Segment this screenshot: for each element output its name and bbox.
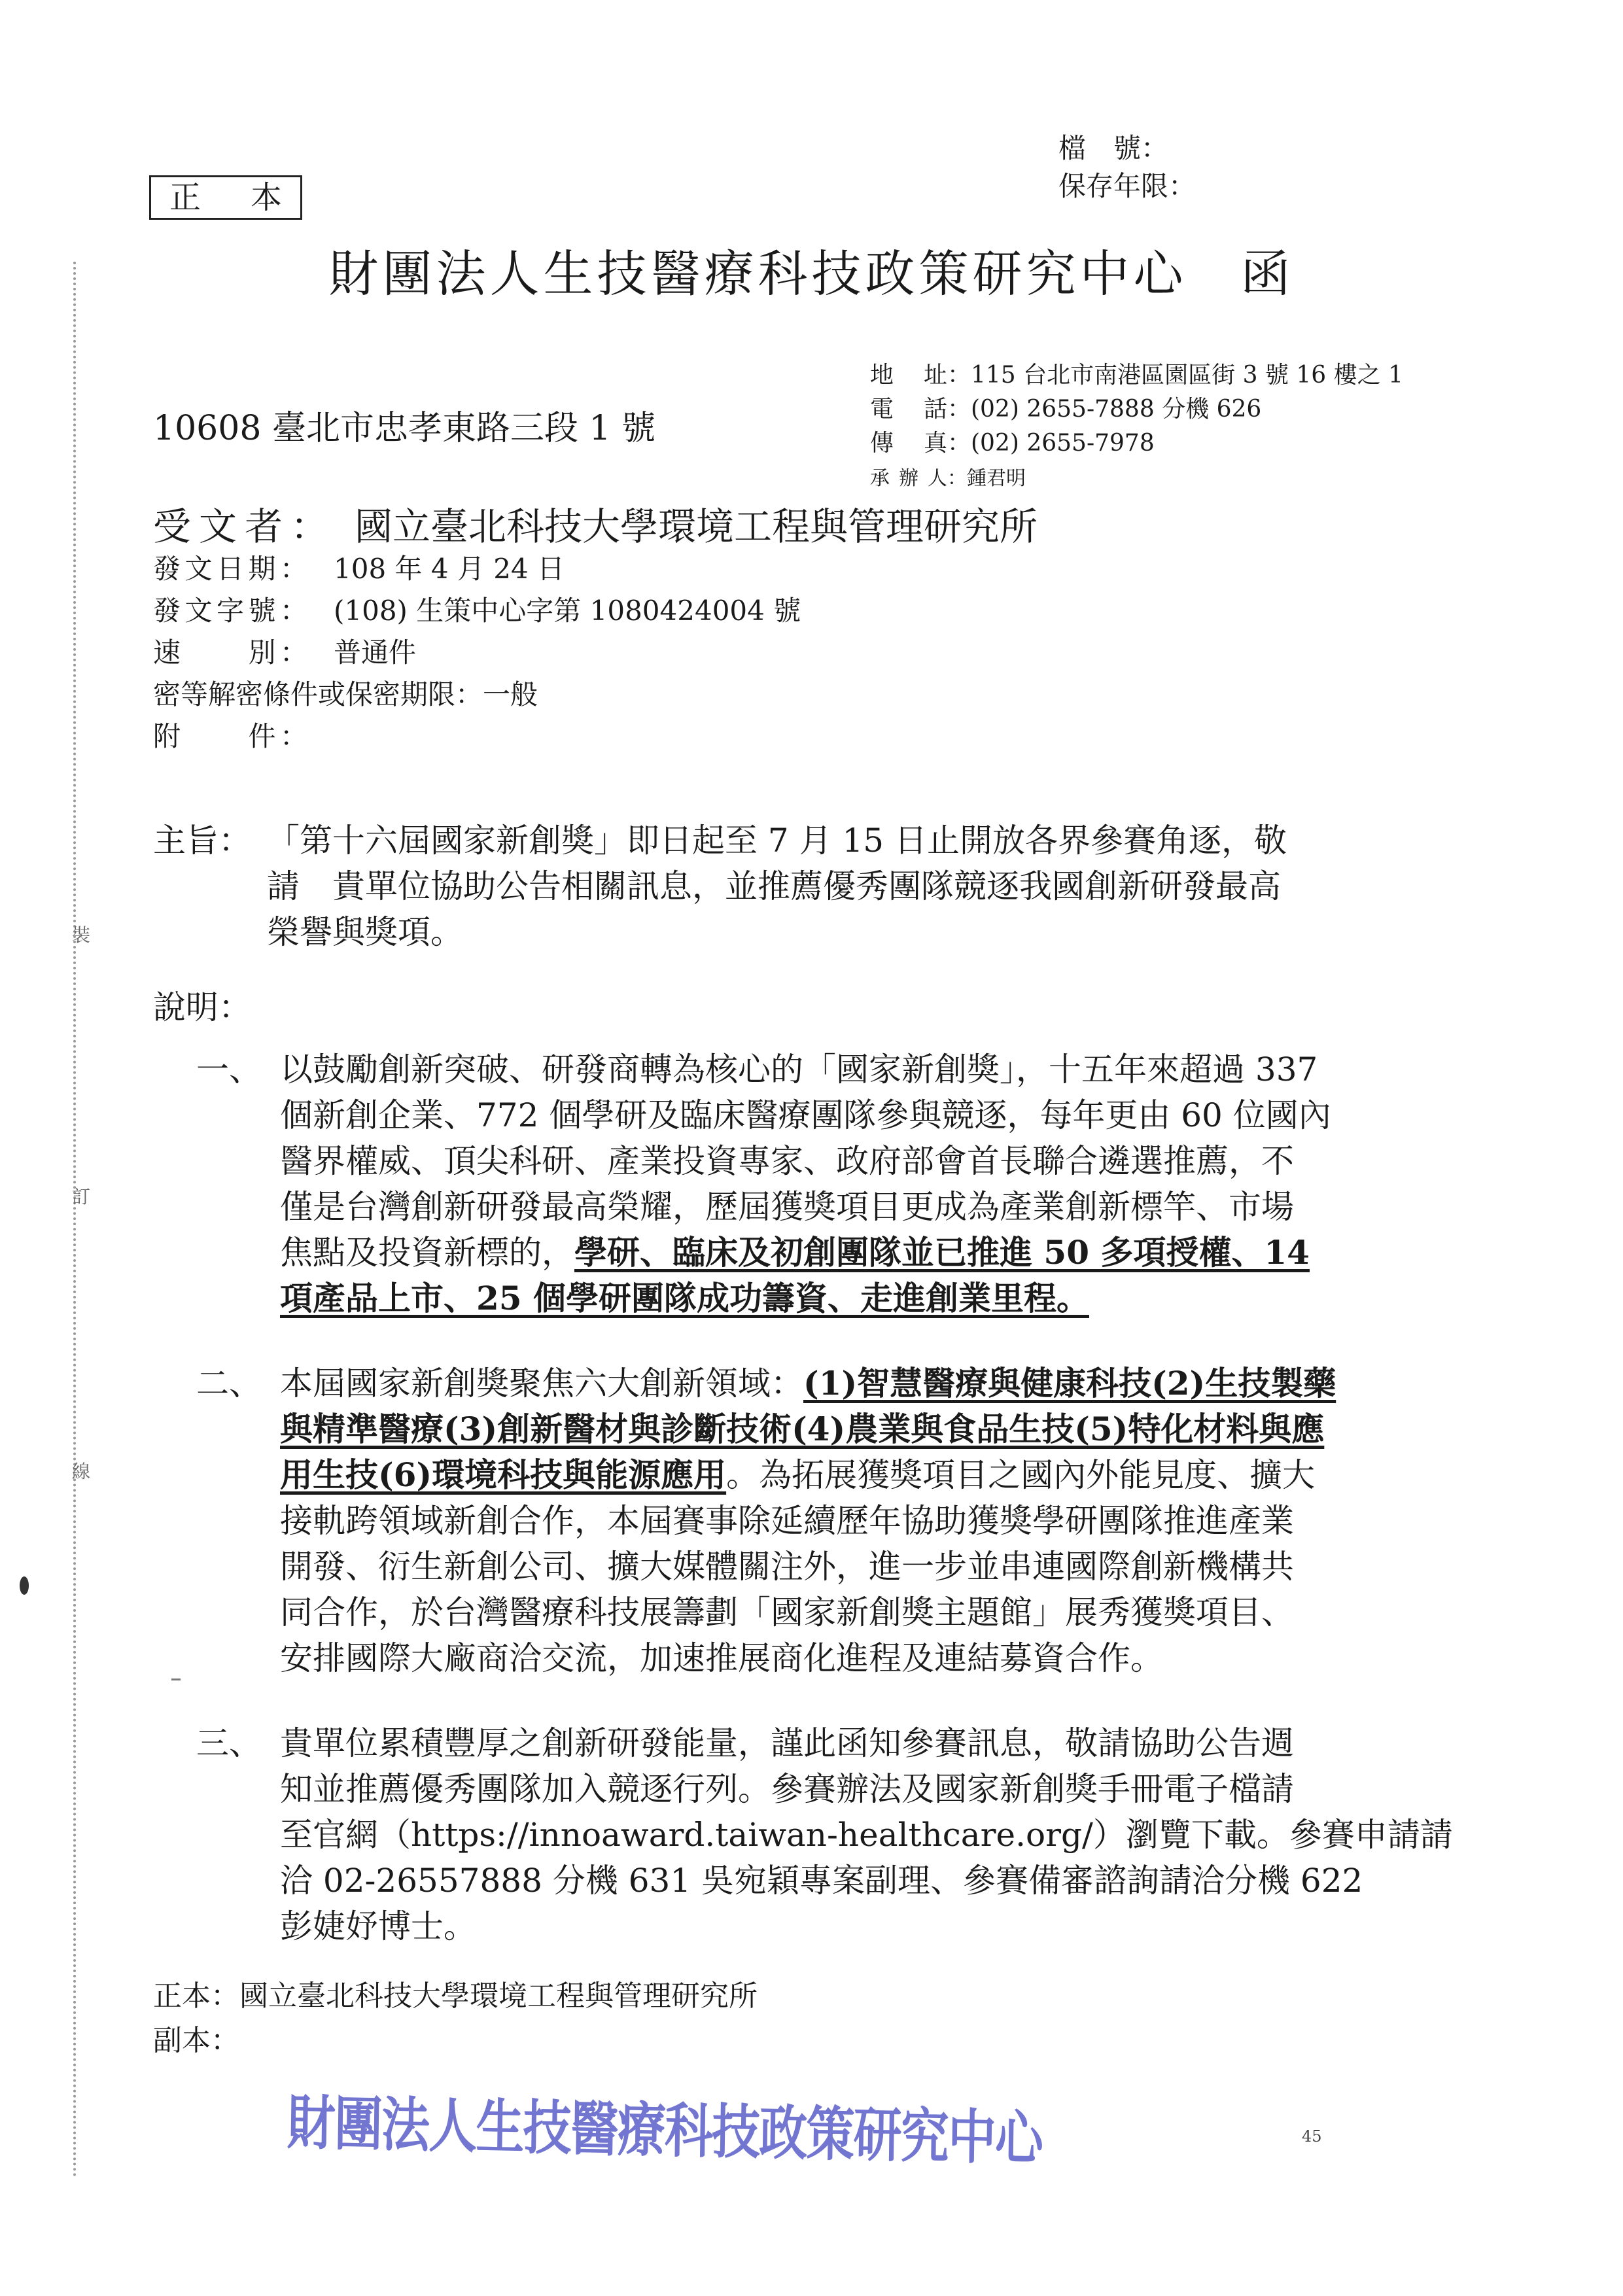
record-meta bbox=[1058, 130, 1196, 205]
subject-line: 榮譽與獎項。 bbox=[267, 913, 463, 951]
sender-handler-row: 承辦人：鍾君明 bbox=[870, 467, 1026, 490]
emphasis-text: 與精準醫療(3)創新醫材與診斷技術(4)農業與食品生技(5)特化材料與應 bbox=[280, 1410, 1325, 1448]
item-number: 一、 bbox=[196, 1051, 262, 1088]
item-line: 貴單位累積豐厚之創新研發能量，謹此函知參賽訊息，敬請協助公告週 bbox=[280, 1724, 1294, 1762]
item-line: 同合作，於台灣醫療科技展籌劃「國家新創獎主題館」展秀獲獎項目、 bbox=[280, 1593, 1294, 1631]
item-line: 彭婕妤博士。 bbox=[280, 1907, 476, 1945]
item-line: 知並推薦優秀團隊加入競逐行列。參賽辦法及國家新創獎手冊電子檔請 bbox=[280, 1770, 1294, 1808]
item-line: 接軌跨領域新創合作，本屆賽事除延續歷年協助獲獎學研團隊推進產業 bbox=[280, 1502, 1294, 1540]
item-line: 焦點及投資新標的，學研、臨床及初創團隊並已推進 50 多項授權、14 bbox=[280, 1233, 1310, 1272]
emphasis-text: (1)智慧醫療與健康科技(2)生技製藥 bbox=[803, 1364, 1336, 1402]
subject-line: 請 貴單位協助公告相關訊息，並推薦優秀團隊競逐我國創新研發最高 bbox=[267, 867, 1281, 905]
item-number: 三、 bbox=[196, 1724, 262, 1762]
item-number: 二、 bbox=[196, 1365, 262, 1402]
recipient-address: 10608 臺北市忠孝東路三段 1 號 bbox=[153, 409, 656, 448]
copy-type-box bbox=[149, 175, 302, 220]
sender-address-row: 地 址：115 台北市南港區園區街 3 號 16 樓之 1 bbox=[870, 362, 1403, 389]
document-metadata bbox=[153, 548, 801, 757]
binding-line bbox=[73, 262, 76, 2178]
reference-number-row: 發文字號： (108) 生策中心字第 1080424004 號 bbox=[153, 595, 801, 627]
letter-title: 財團法人生技醫療科技政策研究中心 函 bbox=[328, 245, 1295, 303]
explanation-item-3 bbox=[196, 1720, 1472, 1949]
scan-speck bbox=[171, 1679, 181, 1680]
item-line: 醫界權威、頂尖科研、產業投資專家、政府部會首長聯合遴選推薦，不 bbox=[280, 1142, 1294, 1180]
secrecy-row: 密等解密條件或保密期限：一般 bbox=[153, 678, 538, 710]
explanation-item-1 bbox=[196, 1047, 1472, 1321]
item-line: 至官網（https://innoaward.taiwan-healthcare.org/）瀏覽下載。參賽申請請 bbox=[280, 1816, 1453, 1854]
item-line bbox=[280, 1406, 1472, 1452]
binding-mark-ding: 訂 bbox=[72, 1186, 91, 1208]
sender-fax-row: 傳 真：(02) 2655-7978 bbox=[870, 430, 1155, 457]
explanation-label: 說明： bbox=[153, 988, 251, 1026]
issue-date-row: 發文日期： 108 年 4 月 24 日 bbox=[153, 553, 565, 585]
attachment-row: 附 件： bbox=[153, 720, 307, 752]
explanation-item-2 bbox=[196, 1361, 1472, 1681]
receiver-row bbox=[153, 496, 1038, 551]
distribution-list bbox=[153, 1974, 758, 2063]
subject-block bbox=[153, 818, 1488, 955]
page-number: 45 bbox=[1302, 2127, 1322, 2146]
file-number-label: 檔 號： bbox=[1058, 132, 1169, 164]
emphasis-text: 學研、臨床及初創團隊並已推進 50 多項授權、14 bbox=[574, 1233, 1310, 1272]
subject-line: 「第十六屆國家新創獎」即日起至 7 月 15 日止開放各界參賽角逐，敬 bbox=[267, 822, 1287, 860]
receiver-name: 國立臺北科技大學環境工程與管理研究所 bbox=[355, 504, 1038, 549]
item-line: 開發、衍生新創公司、擴大媒體關注外，進一步並串連國際創新機構共 bbox=[280, 1548, 1294, 1586]
item-line: 洽 02-26557888 分機 631 吳宛穎專案副理、參賽備審諮詢請洽分機 622 bbox=[280, 1862, 1363, 1900]
item-line: 本屆國家新創獎聚焦六大創新領域：(1)智慧醫療與健康科技(2)生技製藥 bbox=[280, 1364, 1336, 1402]
item-line: 個新創企業、772 個學研及臨床醫療團隊參與競逐，每年更由 60 位國內 bbox=[280, 1096, 1331, 1134]
copy-type-right: 本 bbox=[250, 179, 282, 216]
sender-phone-row: 電 話：(02) 2655-7888 分機 626 bbox=[870, 396, 1262, 423]
item-line bbox=[280, 1276, 1472, 1321]
emphasis-text: 用生技(6)環境科技與能源應用 bbox=[280, 1455, 727, 1494]
item-line: 以鼓勵創新突破、研發商轉為核心的「國家新創獎」，十五年來超過 337 bbox=[280, 1051, 1318, 1088]
copy-recipient-row: 副本： bbox=[153, 2024, 239, 2057]
copy-type-left: 正 bbox=[169, 179, 201, 216]
item-line: 僅是台灣創新研發最高榮耀，歷屆獲獎項目更成為產業創新標竿、市場 bbox=[280, 1188, 1294, 1226]
receiver-label: 受文者： bbox=[153, 504, 328, 549]
original-recipient-row: 正本：國立臺北科技大學環境工程與管理研究所 bbox=[153, 1979, 758, 2013]
item-line: 用生技(6)環境科技與能源應用。為拓展獲獎項目之國內外能見度、擴大 bbox=[280, 1455, 1316, 1494]
binding-mark-xian: 線 bbox=[72, 1461, 91, 1482]
emphasis-text: 項產品上市、25 個學研團隊成功籌資、走進創業里程。 bbox=[280, 1279, 1089, 1317]
item-line: 安排國際大廠商洽交流，加速推展商化進程及連結募資合作。 bbox=[280, 1639, 1163, 1677]
speed-row: 速 別： 普通件 bbox=[153, 636, 417, 669]
binding-mark-zhuang: 裝 bbox=[72, 924, 91, 946]
organization-stamp: 財團法人生技醫療科技政策研究中心 bbox=[287, 2088, 1043, 2174]
sender-contact bbox=[870, 358, 1403, 496]
subject-label: 主旨： bbox=[153, 822, 251, 860]
scan-speck bbox=[20, 1576, 29, 1595]
retention-label: 保存年限： bbox=[1058, 170, 1196, 202]
